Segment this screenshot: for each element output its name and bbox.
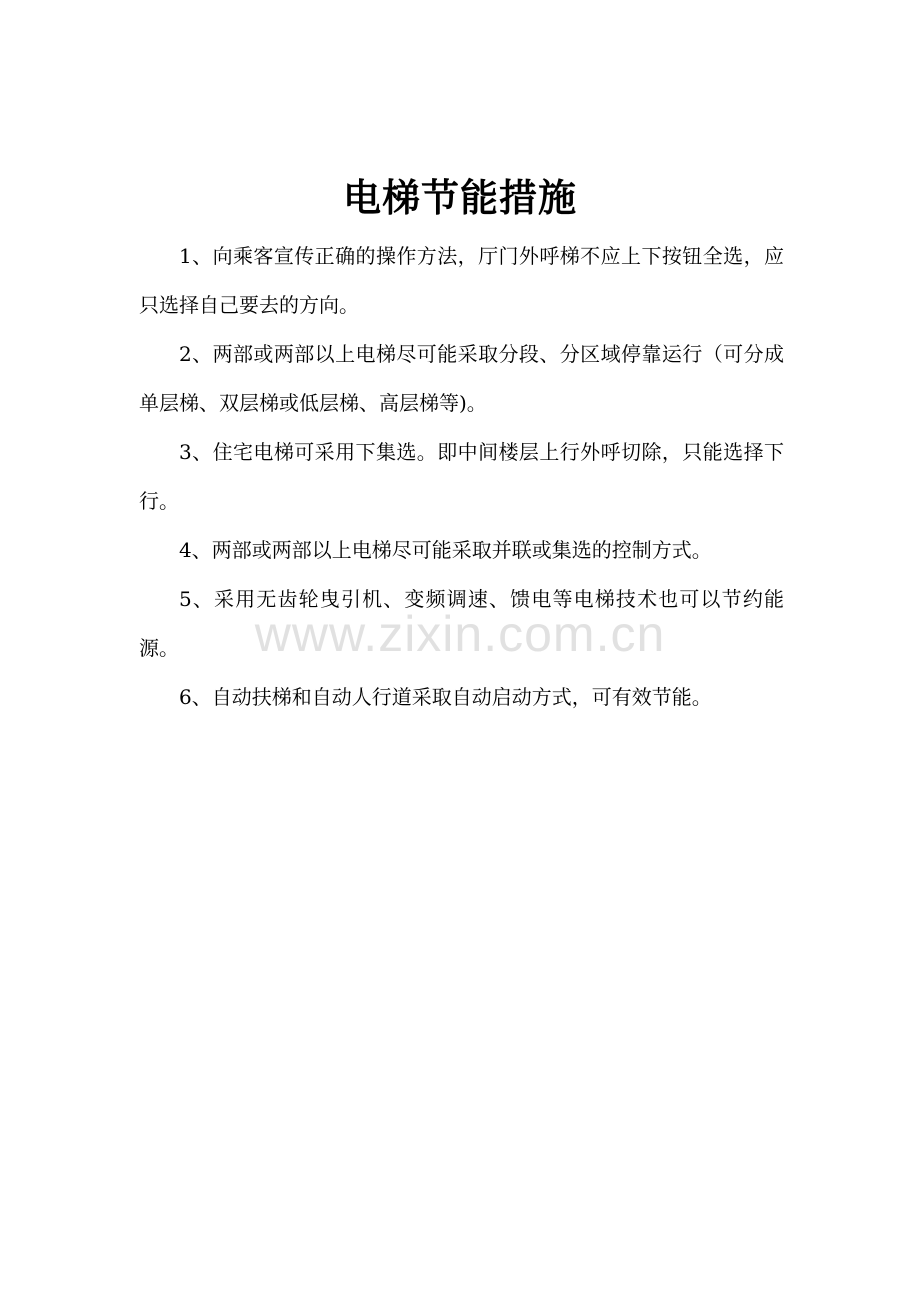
paragraph-1: 1、向乘客宣传正确的操作方法，厅门外呼梯不应上下按钮全选，应只选择自己要去的方向。: [139, 244, 784, 317]
paragraph-5: 5、采用无齿轮曳引机、变频调速、馈电等电梯技术也可以节约能源。: [139, 587, 784, 660]
paragraph-6: 6、自动扶梯和自动人行道采取自动启动方式，可有效节能。: [179, 685, 712, 709]
paragraph-3: 3、住宅电梯可采用下集选。即中间楼层上行外呼切除，只能选择下行。: [139, 440, 784, 513]
paragraph-2: 2、两部或两部以上电梯尽可能采取分段、分区域停靠运行（可分成单层梯、双层梯或低层梯、高层梯等)。: [139, 342, 784, 415]
watermark: www.zixin.com.cn: [254, 606, 666, 662]
document-body: [139, 232, 784, 722]
document-title: 电梯节能措施: [342, 175, 577, 220]
paragraph-4: 4、两部或两部以上电梯尽可能采取并联或集选的控制方式。: [179, 538, 712, 562]
